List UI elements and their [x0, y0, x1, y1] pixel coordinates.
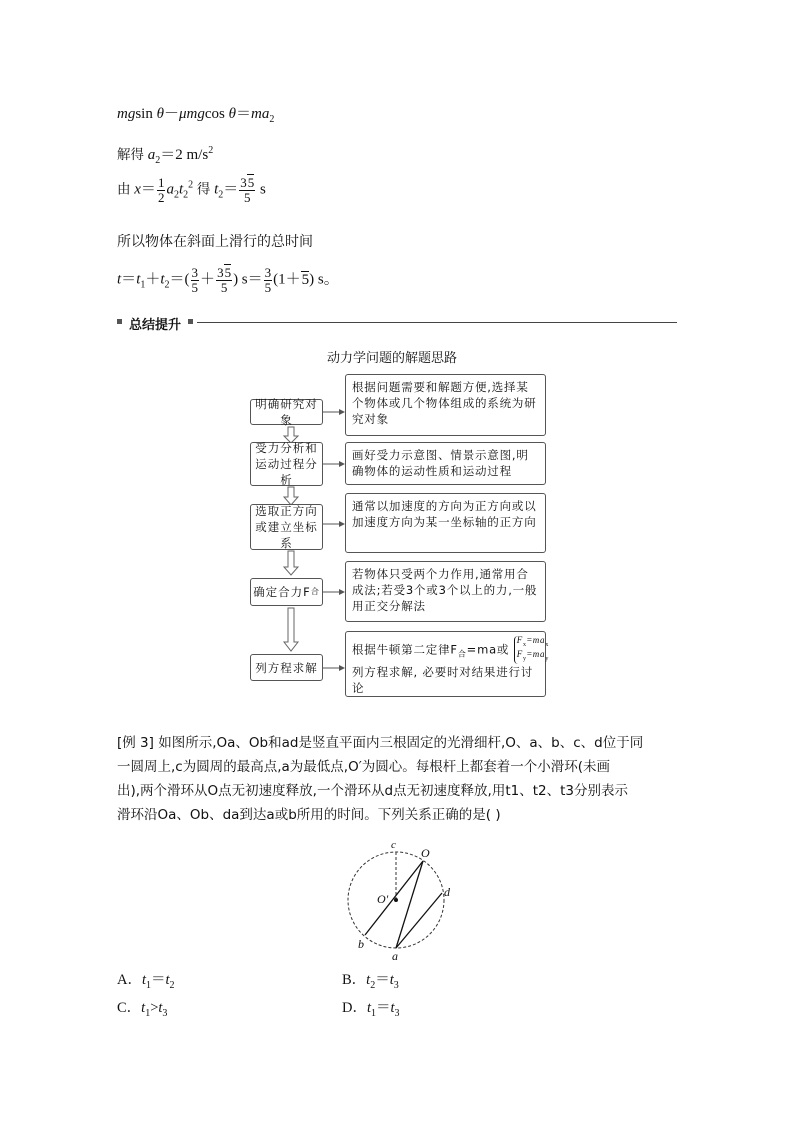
- point-a-label: a: [392, 949, 398, 963]
- point-Oprime-label: O′: [377, 892, 389, 906]
- option-d[interactable]: D．$t_1=t_3$: [342, 1000, 400, 1019]
- flow-step-2-label: 受力分析和 运动过程分析: [250, 442, 323, 486]
- flow-title: 动力学问题的解题思路: [327, 351, 458, 366]
- circle-diagram: [330, 836, 470, 966]
- option-a[interactable]: A．$t_1=t_2$: [117, 972, 175, 991]
- example-line-4: 滑环沿Oa、Ob、da到达a或b所用的时间。下列关系正确的是( ): [117, 807, 501, 823]
- circle-diagram-svg: [330, 836, 470, 966]
- flow-step-3-label: 选取正方向 或建立坐标系: [250, 504, 323, 550]
- example-line-1: [例 3] 如图所示,Oa、Ob和ad是竖直平面内三根固定的光滑细杆,O、a、b、c、d位于同: [117, 735, 644, 751]
- point-d-label: d: [444, 885, 450, 899]
- flow-step-4-label: 确定合力F 合: [250, 578, 323, 606]
- equation-a2-result: 解得 $a_2=2$ $m/s^2$: [117, 145, 214, 166]
- point-O-label: O: [421, 846, 430, 860]
- flow-step-2-desc: 画好受力示意图、情景示意图,明确物体的运动性质和运动过程: [345, 442, 546, 485]
- example-3-text: [117, 731, 682, 827]
- point-c-label: c: [391, 839, 396, 851]
- flow-step-4-desc: 若物体只受两个力作用,通常用合成法;若受3个或3个以上的力,一般用正交分解法: [345, 561, 546, 622]
- flowchart: [240, 374, 550, 699]
- point-b-label: b: [358, 937, 364, 951]
- section-rule: [197, 322, 677, 323]
- equation-displacement: 由 x＝ $\frac{1}{2}$ $a_2t_2^2$ 得 $t_2=$ $\frac{35}{5}$ s: [117, 175, 266, 205]
- option-c[interactable]: C．$t_1>t_3$: [117, 1000, 168, 1019]
- get-label: 得: [196, 181, 211, 198]
- flow-step-1-desc: 根据问题需要和解题方便,选择某个物体或几个物体组成的系统为研究对象: [345, 374, 546, 436]
- from-label: 由: [117, 181, 131, 198]
- component-equations: $F_x=ma_x$ $F_y=ma_y$: [514, 636, 549, 664]
- flow-step-1-label: 明确研究对象: [250, 399, 323, 425]
- section-label: 总结提升: [129, 318, 182, 333]
- flow-step-5-desc: 根据牛顿第二定律$F_合=ma$或 $F_x=ma_x$ $F_y=ma_y$ 列方程求解, 必要时对结果进行讨论: [345, 631, 546, 697]
- flow-step-5-label: 列方程求解: [250, 654, 323, 681]
- equation-total-time: $t=t_1+t_2=$( $\frac{3}{5}$ ＋ $\frac{35}{5}$ ) s＝ $\frac{3}{5}$ (1＋5) s。: [117, 265, 339, 295]
- conclusion-text: 所以物体在斜面上滑行的总时间: [117, 234, 313, 250]
- a2-value: 2 m/s: [175, 147, 209, 163]
- option-b[interactable]: B．$t_2=t_3$: [342, 972, 399, 991]
- solve-label: 解得: [117, 147, 144, 163]
- example-line-3: 出),两个滑环从O点无初速度释放,一个滑环从d点无初速度释放,用t1、t2、t3分别表示: [117, 783, 628, 799]
- section-bullet-left: [117, 319, 122, 324]
- example-line-2: 一圆周上,c为圆周的最高点,a为最低点,O′为圆心。每根杆上都套着一个小滑环(未画: [117, 759, 611, 775]
- section-bullet-right: [188, 319, 193, 324]
- section-header: [117, 314, 677, 332]
- flow-step-3-desc: 通常以加速度的方向为正方向或以加速度方向为某一坐标轴的正方向: [345, 493, 546, 553]
- example-tag: [例 3]: [117, 735, 154, 751]
- equation-newton-second: mgsin θ－μmgcos $\theta=ma_2$: [117, 106, 275, 125]
